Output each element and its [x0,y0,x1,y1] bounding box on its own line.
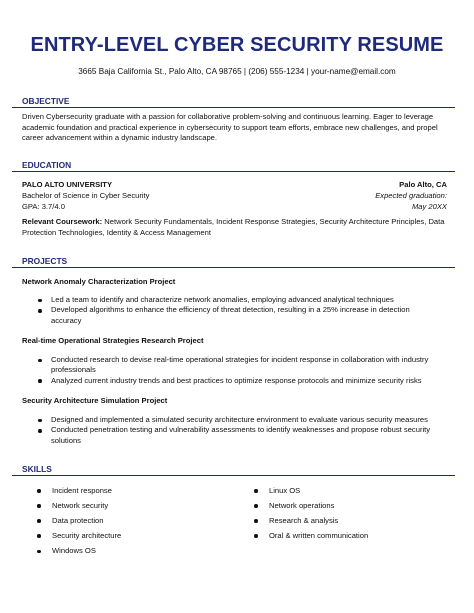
list-item: Incident response [37,486,227,496]
objective-divider [12,107,455,108]
coursework-label: Relevant Coursework: [22,217,103,226]
list-item: Linux OS [254,486,454,496]
list-item: Network security [37,501,227,511]
bullet-icon [38,429,42,433]
bullet-icon [37,534,41,538]
list-item: Developed algorithms to enhance the efficiency of threat detection, resulting in a 25% increase in detection accuracy [38,305,436,326]
list-item: Conducted penetration testing and vulnerability assessments to identify weaknesses and propose robust security solutions [38,425,448,446]
school-name: PALO ALTO UNIVERSITY [22,180,113,189]
gpa: GPA: 3.7/4.0 [22,202,65,211]
list-item: Security architecture [37,531,227,541]
objective-text: Driven Cybersecurity graduate with a passion for collaborative problem-solving and continuous learning. Eager to leverage academic foundation and practical experience in cybersecurity to support team efforts, embrace new challenges, and propel career advancement within a dynamic industry landscape. [22,112,438,143]
project-bullets [38,355,436,386]
bullet-icon [254,534,258,538]
bullet-icon [254,489,258,493]
projects-heading: PROJECTS [22,256,68,266]
list-item: Oral & written communication [254,531,454,541]
list-item: Data protection [37,516,227,526]
school-location: Palo Alto, CA [399,180,447,189]
bullet-icon [37,489,41,493]
bullet-icon [254,519,258,523]
bullet-icon [38,359,42,363]
skills-heading: SKILLS [22,464,52,474]
expected-graduation-label: Expected graduation: [375,191,447,200]
degree: Bachelor of Science in Cyber Security [22,191,150,200]
project-title: Real-time Operational Strategies Research Project [22,336,204,345]
project-bullets [38,415,448,446]
list-item: Led a team to identify and characterize network anomalies, employing advanced analytical techniques [38,295,436,305]
bullet-icon [38,309,42,313]
objective-heading: OBJECTIVE [22,96,70,106]
bullet-icon [254,504,258,508]
bullet-icon [37,550,41,554]
bullet-icon [38,299,42,303]
resume-title: ENTRY-LEVEL CYBER SECURITY RESUME [30,34,444,56]
education-divider [12,171,455,172]
list-item: Conducted research to devise real-time operational strategies for incident response in collaboration with industry professionals [38,355,436,376]
contact-line: 3665 Baja California St., Palo Alto, CA 98765 | (206) 555-1234 | your-name@email.com [78,67,396,76]
project-title: Security Architecture Simulation Project [22,396,168,405]
bullet-icon [37,504,41,508]
list-item: Network operations [254,501,454,511]
bullet-icon [38,419,42,423]
project-bullets [38,295,436,326]
list-item: Analyzed current industry trends and best practices to optimize response protocols and minimize security risks [38,376,436,386]
skills-divider [12,475,455,476]
bullet-icon [37,519,41,523]
list-item: Research & analysis [254,516,454,526]
bullet-icon [38,379,42,383]
skills-right-list [254,486,454,546]
graduation-date: May 20XX [411,202,447,211]
project-title: Network Anomaly Characterization Project [22,277,176,286]
skills-left-list [37,486,227,561]
coursework [22,217,454,238]
list-item: Windows OS [37,546,227,556]
education-heading: EDUCATION [22,160,72,170]
projects-divider [12,267,455,268]
coursework-list: Network Security Fundamentals, Incident Response Strategies, Security Architecture Principles, Data Protection Technologies, Identity & Access Management [22,217,445,237]
list-item: Designed and implemented a simulated security architecture environment to evaluate various security measures [38,415,448,425]
